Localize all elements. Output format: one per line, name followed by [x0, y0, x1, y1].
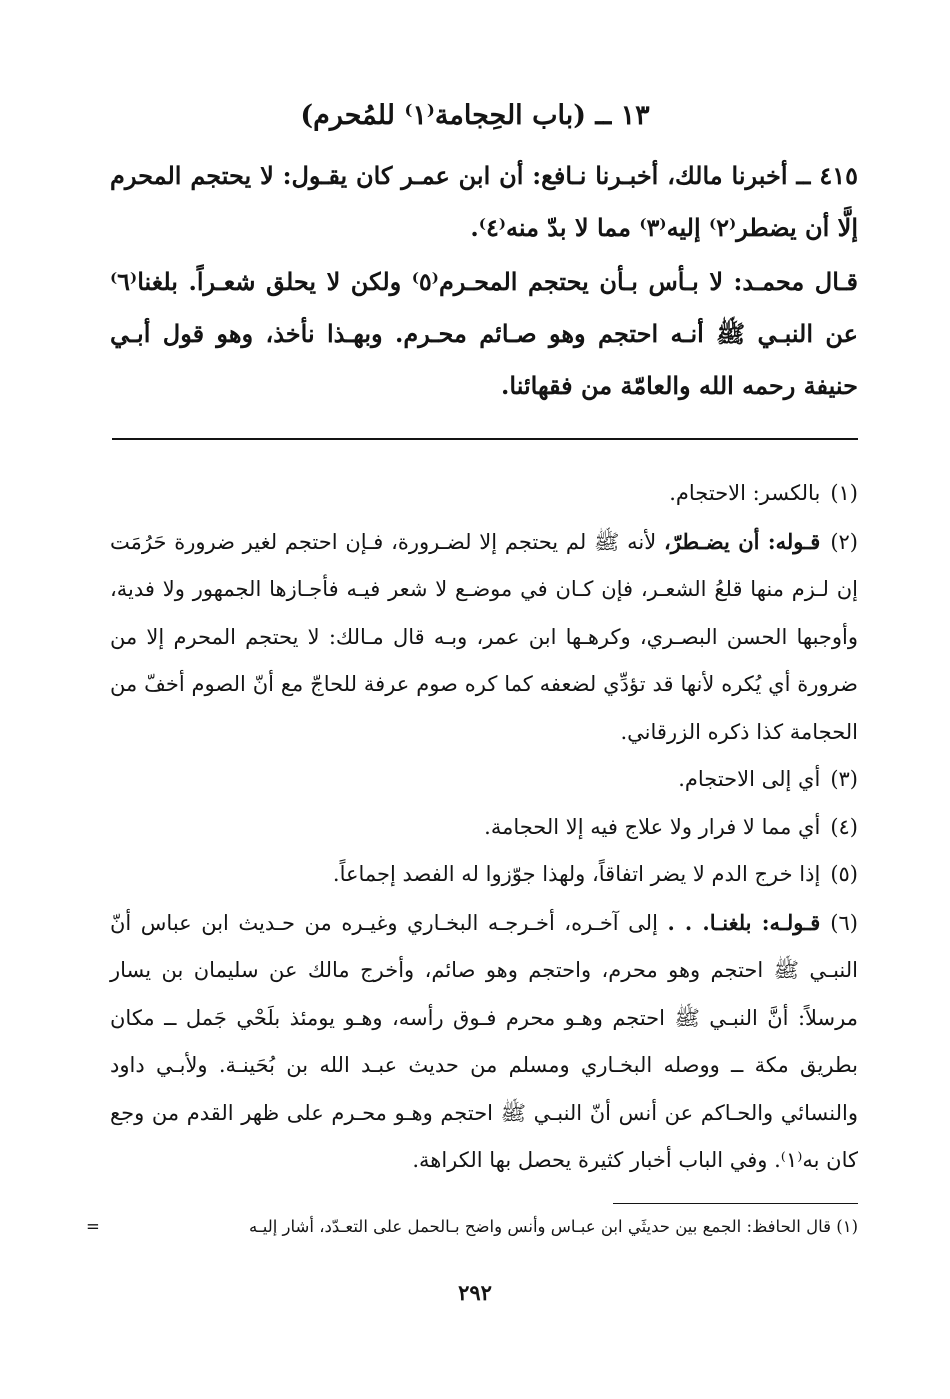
subfootnote — [86, 1212, 858, 1242]
footnote-number: (٦) — [830, 910, 858, 935]
hadith-paragraph — [110, 150, 858, 254]
footnote-text: لأنه ﷺ لم يحتجم إلا لضـرورة، فـإن احتجم لغير ضرورة حَرُمَت إن لـزم منها قلعُ الشعـر، فإن كـان في موضـع لا شعر فيـه فأجـازها الجمهور ولا فدية، وأوجبها الحسن البصـري، وكرهـها ابن عمر، وبـه قال مـالك: لا يحتجم المحرم إلا من ضرورة أي يُكره لأنها قد تؤدِّي لضعفه كما كره صوم عرفة للحاجّ مع أنّ الصوم أخفّ من الحجامة كذا ذكره الزرقاني. — [110, 529, 858, 744]
footnote-5 — [110, 851, 858, 899]
footnote-1 — [110, 470, 858, 518]
footnote-number: (٢) — [830, 529, 858, 554]
commentary-paragraph: قـال محمـد: لا بـأس بـأن يحتجم المحـرم⁽٥⁾ ولكن لا يحلق شعـراً. بلغنا⁽٦⁾ عن النبـي ﷺ أنـه احتجم وهو صـائم محـرم. وبهـذا نأخذ، وهو قول أبـي حنيفة رحمه الله والعامّة من فقهائنا. — [110, 267, 859, 400]
footnote-divider — [112, 438, 858, 440]
subfootnote-text: قال الحافظ: الجمع بين حديثَي ابن عبـاس وأنس واضح بـالحمل على التعـدّد، أشار إليـه — [249, 1217, 831, 1236]
footnote-text: بالكسر: الاحتجام. — [669, 481, 821, 505]
footnote-number: (٤) — [830, 814, 858, 839]
subfootnote-number: (١) — [836, 1217, 858, 1236]
footnote-number: (٥) — [830, 862, 858, 886]
footnotes-list — [110, 470, 858, 1185]
continuation-mark: = — [86, 1217, 100, 1236]
footnote-text: إلى آخـره، أخـرجـه البخـاري وغيـره من حـديث ابن عباس أنّ النبـي ﷺ احتجم وهو محرم، واحتجم وهو صائم، وأخرج مالك عن سليمان بن يسار مرسلاً: أنَّ النبـي ﷺ احتجم وهـو محرم فـوق رأسه، وهـو يومئذ بلَحْي جَمل ــ مكان بطريق مكة ــ ووصله البخـاري ومسلم من حديث عبـد الله بن بُحَينـة. ولأبـي داود والنسائي والحـاكم عن أنس أنّ النبـي ﷺ احتجم وهـو محـرم على ظهر القدم من وجع كان به⁽١⁾. وفي الباب أخبار كثيرة يحصل بها الكراهة. — [110, 910, 858, 1172]
hadith-text: أخبرنا مالك، أخبـرنا نـافع: أن ابن عمـر كان يقـول: لا يحتجم المحرم إلَّا أن يضطر⁽٢⁾ إليه⁽٣⁾ مما لا بدّ منه⁽٤⁾. — [110, 161, 858, 242]
footnote-3 — [110, 756, 858, 804]
footnote-number: (١) — [830, 481, 858, 505]
page-number: ٢٩٢ — [458, 1280, 492, 1305]
footnote-2 — [110, 518, 858, 757]
footnote-6 — [110, 899, 858, 1185]
footnote-4 — [110, 804, 858, 852]
hadith-block — [110, 150, 858, 254]
footnote-keyword: قـولـه: بلغنـا. . . — [667, 909, 821, 935]
footnote-text: أي مما لا فرار ولا علاج فيه إلا الحجامة. — [484, 814, 821, 839]
footnote-number: (٣) — [830, 767, 858, 791]
footnote-text: إذا خرج الدم لا يضر اتفاقاً، ولهذا جوّزوا له الفصد إجماعاً. — [332, 862, 821, 886]
hadith-number: ٤١٥ ــ — [796, 161, 858, 190]
footnote-keyword: قـوله: أن يضـطرّ، — [664, 528, 821, 554]
commentary-block — [110, 256, 858, 412]
footnote-text: أي إلى الاحتجام. — [678, 767, 821, 791]
chapter-heading: ١٣ ــ (باب الحِجامة⁽١⁾ للمُحرم) — [300, 100, 650, 131]
subfootnote-divider — [613, 1203, 858, 1204]
